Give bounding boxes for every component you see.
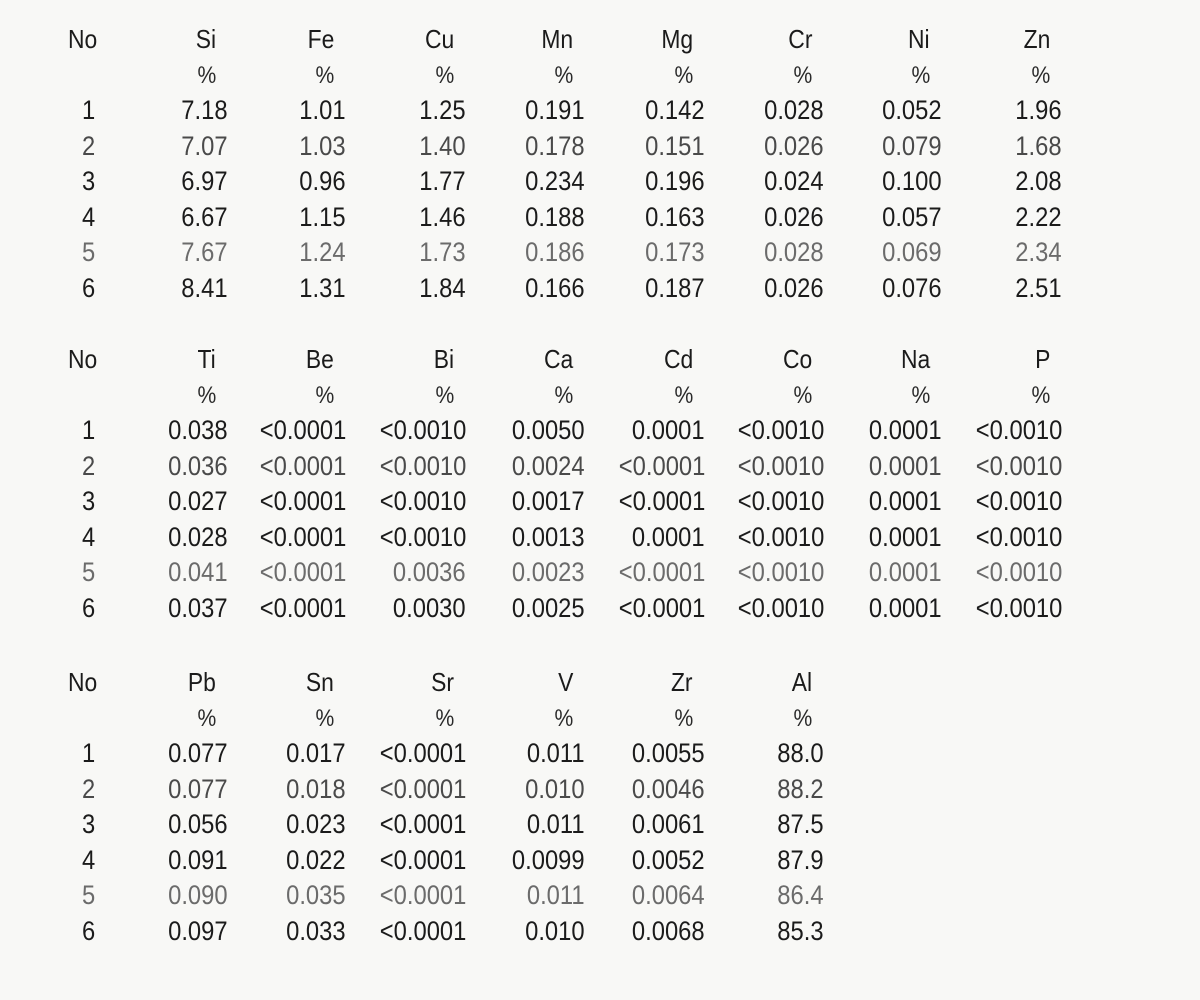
value-cell: 1.77 <box>419 166 466 196</box>
value-cell: <0.0010 <box>975 415 1062 445</box>
unit-label: % <box>793 704 812 732</box>
value-cell: 87.5 <box>777 809 824 839</box>
value-cell: <0.0001 <box>379 915 466 946</box>
row-number: 1 <box>82 415 96 445</box>
value-cell: <0.0001 <box>618 450 705 481</box>
value-cell: 0.0001 <box>632 521 705 552</box>
row-number: 5 <box>82 880 96 910</box>
element-header-zr: Zr <box>671 667 693 697</box>
table-row <box>0 484 1200 520</box>
row-number: 4 <box>82 844 96 875</box>
value-cell: 0.187 <box>645 272 705 303</box>
value-cell: 1.40 <box>419 130 466 161</box>
value-cell: 0.142 <box>645 95 705 125</box>
value-cell: 2.34 <box>1015 237 1062 267</box>
element-header-bi: Bi <box>433 344 454 374</box>
table-row <box>0 449 1200 485</box>
value-cell: 88.2 <box>777 773 824 804</box>
value-cell: 0.026 <box>764 272 824 303</box>
value-cell: 88.0 <box>777 738 824 768</box>
value-cell: <0.0001 <box>379 773 466 804</box>
unit-label: % <box>911 61 930 89</box>
table-row <box>0 736 1200 772</box>
value-cell: 0.0001 <box>869 557 942 587</box>
value-cell: 1.68 <box>1015 130 1062 161</box>
value-cell: 0.028 <box>168 521 228 552</box>
value-cell: <0.0001 <box>379 738 466 768</box>
value-cell: 0.0024 <box>512 450 585 481</box>
value-cell: 1.73 <box>419 237 466 267</box>
row-number: 3 <box>82 486 96 516</box>
row-number: 2 <box>82 450 96 481</box>
element-header-ca: Ca <box>543 344 573 374</box>
value-cell: <0.0001 <box>259 521 346 552</box>
value-cell: 0.036 <box>168 450 228 481</box>
value-cell: 0.057 <box>882 201 942 232</box>
value-cell: 0.0017 <box>512 486 585 516</box>
value-cell: <0.0010 <box>975 486 1062 516</box>
element-header-cr: Cr <box>787 24 812 54</box>
value-cell: 0.077 <box>168 738 228 768</box>
value-cell: 0.0001 <box>869 415 942 445</box>
value-cell: 0.0001 <box>632 415 705 445</box>
element-header-zn: Zn <box>1023 24 1050 54</box>
value-cell: 0.178 <box>525 130 585 161</box>
element-header-si: Si <box>195 24 216 54</box>
value-cell: <0.0001 <box>618 557 705 587</box>
value-cell: 0.091 <box>168 844 228 875</box>
value-cell: 0.097 <box>168 915 228 946</box>
table-section-2 <box>0 342 1200 626</box>
row-number: 3 <box>82 809 96 839</box>
value-cell: 0.018 <box>286 773 346 804</box>
header-row <box>0 22 1200 58</box>
value-cell: <0.0010 <box>737 486 824 516</box>
table-row <box>0 914 1200 950</box>
row-number: 6 <box>82 592 96 623</box>
table-row <box>0 591 1200 627</box>
value-cell: <0.0001 <box>618 486 705 516</box>
value-cell: <0.0010 <box>975 557 1062 587</box>
unit-label: % <box>315 61 334 89</box>
value-cell: 0.011 <box>527 809 585 839</box>
value-cell: 2.08 <box>1015 166 1062 196</box>
table-row <box>0 164 1200 200</box>
value-cell: 0.96 <box>299 166 346 196</box>
row-number: 5 <box>82 557 96 587</box>
value-cell: 0.033 <box>286 915 346 946</box>
unit-label: % <box>793 61 812 89</box>
element-header-na: Na <box>900 344 930 374</box>
unit-label: % <box>197 381 216 409</box>
table-row <box>0 413 1200 449</box>
unit-row <box>0 58 1200 94</box>
table-row <box>0 93 1200 129</box>
unit-row <box>0 701 1200 737</box>
value-cell: 0.026 <box>764 201 824 232</box>
table-row <box>0 807 1200 843</box>
value-cell: <0.0010 <box>737 450 824 481</box>
value-cell: 1.24 <box>299 237 346 267</box>
unit-label: % <box>435 61 454 89</box>
value-cell: <0.0001 <box>379 844 466 875</box>
value-cell: <0.0001 <box>259 450 346 481</box>
row-number: 4 <box>82 521 96 552</box>
value-cell: 0.079 <box>882 130 942 161</box>
value-cell: 0.0050 <box>512 415 585 445</box>
value-cell: <0.0010 <box>379 521 466 552</box>
value-cell: 2.22 <box>1015 201 1062 232</box>
unit-label: % <box>674 381 693 409</box>
element-header-ti: Ti <box>197 344 216 374</box>
element-header-al: Al <box>791 667 812 697</box>
value-cell: <0.0001 <box>259 592 346 623</box>
unit-label: % <box>554 381 573 409</box>
unit-label: % <box>197 61 216 89</box>
row-number: 2 <box>82 130 96 161</box>
value-cell: 0.077 <box>168 773 228 804</box>
value-cell: 6.67 <box>181 201 228 232</box>
value-cell: 0.010 <box>525 915 585 946</box>
value-cell: 8.41 <box>181 272 228 303</box>
value-cell: 1.01 <box>299 95 346 125</box>
value-cell: 0.173 <box>645 237 705 267</box>
value-cell: <0.0001 <box>259 415 346 445</box>
value-cell: 0.0001 <box>869 450 942 481</box>
no-column-header: No <box>68 24 98 54</box>
unit-label: % <box>674 61 693 89</box>
value-cell: 0.037 <box>168 592 228 623</box>
value-cell: 0.038 <box>168 415 228 445</box>
row-number: 5 <box>82 237 96 267</box>
value-cell: 0.0099 <box>512 844 585 875</box>
unit-label: % <box>435 381 454 409</box>
value-cell: <0.0001 <box>379 880 466 910</box>
value-cell: 0.0001 <box>869 521 942 552</box>
value-cell: <0.0010 <box>737 415 824 445</box>
table-row <box>0 878 1200 914</box>
element-header-v: V <box>557 667 573 697</box>
value-cell: 0.0064 <box>632 880 705 910</box>
element-header-co: Co <box>782 344 812 374</box>
value-cell: <0.0010 <box>975 592 1062 623</box>
no-column-header: No <box>68 344 98 374</box>
value-cell: 7.07 <box>181 130 228 161</box>
value-cell: <0.0010 <box>379 486 466 516</box>
value-cell: 1.25 <box>419 95 466 125</box>
unit-label: % <box>315 704 334 732</box>
unit-label: % <box>1031 61 1050 89</box>
value-cell: <0.0010 <box>379 415 466 445</box>
value-cell: 0.017 <box>286 738 346 768</box>
row-number: 2 <box>82 773 96 804</box>
element-header-p: P <box>1034 344 1050 374</box>
unit-label: % <box>435 704 454 732</box>
value-cell: 0.0036 <box>393 557 466 587</box>
value-cell: 0.196 <box>645 166 705 196</box>
header-row <box>0 665 1200 701</box>
value-cell: <0.0001 <box>259 486 346 516</box>
value-cell: 1.84 <box>419 272 466 303</box>
value-cell: <0.0010 <box>737 521 824 552</box>
row-number: 1 <box>82 95 96 125</box>
value-cell: 0.090 <box>168 880 228 910</box>
value-cell: <0.0010 <box>975 450 1062 481</box>
row-number: 1 <box>82 738 96 768</box>
value-cell: 0.186 <box>525 237 585 267</box>
value-cell: 0.035 <box>286 880 346 910</box>
value-cell: 0.026 <box>764 130 824 161</box>
table-section-3 <box>0 665 1200 949</box>
value-cell: 0.0001 <box>869 592 942 623</box>
unit-label: % <box>674 704 693 732</box>
table-row <box>0 520 1200 556</box>
table-row <box>0 271 1200 307</box>
value-cell: 0.052 <box>882 95 942 125</box>
value-cell: 0.022 <box>286 844 346 875</box>
value-cell: <0.0010 <box>737 592 824 623</box>
unit-label: % <box>793 381 812 409</box>
value-cell: 1.96 <box>1015 95 1062 125</box>
element-header-mn: Mn <box>541 24 573 54</box>
element-header-sr: Sr <box>431 667 454 697</box>
value-cell: 0.0023 <box>512 557 585 587</box>
element-header-fe: Fe <box>307 24 334 54</box>
value-cell: 6.97 <box>181 166 228 196</box>
value-cell: <0.0010 <box>379 450 466 481</box>
value-cell: 0.0025 <box>512 592 585 623</box>
row-number: 6 <box>82 272 96 303</box>
value-cell: <0.0010 <box>975 521 1062 552</box>
element-header-pb: Pb <box>188 667 216 697</box>
value-cell: 0.011 <box>527 738 585 768</box>
value-cell: 0.0055 <box>632 738 705 768</box>
value-cell: 0.011 <box>527 880 585 910</box>
unit-label: % <box>911 381 930 409</box>
unit-label: % <box>554 61 573 89</box>
table-row <box>0 555 1200 591</box>
table-row <box>0 772 1200 808</box>
value-cell: 1.46 <box>419 201 466 232</box>
table-row <box>0 843 1200 879</box>
row-number: 6 <box>82 915 96 946</box>
value-cell: <0.0010 <box>737 557 824 587</box>
value-cell: 1.31 <box>299 272 346 303</box>
value-cell: 0.188 <box>525 201 585 232</box>
value-cell: 0.0068 <box>632 915 705 946</box>
value-cell: 0.234 <box>525 166 585 196</box>
value-cell: 0.191 <box>525 95 585 125</box>
value-cell: 2.51 <box>1015 272 1062 303</box>
value-cell: 0.076 <box>882 272 942 303</box>
unit-label: % <box>1031 381 1050 409</box>
table-section-1 <box>0 22 1200 306</box>
value-cell: 85.3 <box>777 915 824 946</box>
element-header-cu: Cu <box>424 24 454 54</box>
element-header-mg: Mg <box>661 24 693 54</box>
table-row <box>0 129 1200 165</box>
element-header-be: Be <box>306 344 334 374</box>
value-cell: 0.028 <box>764 95 824 125</box>
element-header-ni: Ni <box>908 24 930 54</box>
table-row <box>0 200 1200 236</box>
value-cell: 7.67 <box>181 237 228 267</box>
element-header-cd: Cd <box>663 344 693 374</box>
value-cell: 0.100 <box>882 166 942 196</box>
value-cell: 0.010 <box>525 773 585 804</box>
value-cell: 0.163 <box>645 201 705 232</box>
value-cell: 0.0046 <box>632 773 705 804</box>
element-header-sn: Sn <box>306 667 334 697</box>
value-cell: 0.0001 <box>869 486 942 516</box>
value-cell: 0.069 <box>882 237 942 267</box>
value-cell: 1.15 <box>299 201 346 232</box>
value-cell: 0.028 <box>764 237 824 267</box>
unit-label: % <box>315 381 334 409</box>
row-number: 3 <box>82 166 96 196</box>
unit-label: % <box>554 704 573 732</box>
value-cell: 0.027 <box>168 486 228 516</box>
row-number: 4 <box>82 201 96 232</box>
value-cell: 0.024 <box>764 166 824 196</box>
value-cell: 0.0030 <box>393 592 466 623</box>
value-cell: <0.0001 <box>618 592 705 623</box>
value-cell: 7.18 <box>181 95 228 125</box>
value-cell: 87.9 <box>777 844 824 875</box>
header-row <box>0 342 1200 378</box>
value-cell: 1.03 <box>299 130 346 161</box>
table-row <box>0 235 1200 271</box>
value-cell: 0.0061 <box>632 809 705 839</box>
value-cell: 0.0013 <box>512 521 585 552</box>
value-cell: 86.4 <box>777 880 824 910</box>
value-cell: 0.166 <box>525 272 585 303</box>
no-column-header: No <box>68 667 98 697</box>
value-cell: <0.0001 <box>259 557 346 587</box>
unit-row <box>0 378 1200 414</box>
value-cell: 0.023 <box>286 809 346 839</box>
unit-label: % <box>197 704 216 732</box>
value-cell: 0.056 <box>168 809 228 839</box>
value-cell: 0.041 <box>168 557 228 587</box>
value-cell: 0.0052 <box>632 844 705 875</box>
value-cell: <0.0001 <box>379 809 466 839</box>
value-cell: 0.151 <box>645 130 705 161</box>
